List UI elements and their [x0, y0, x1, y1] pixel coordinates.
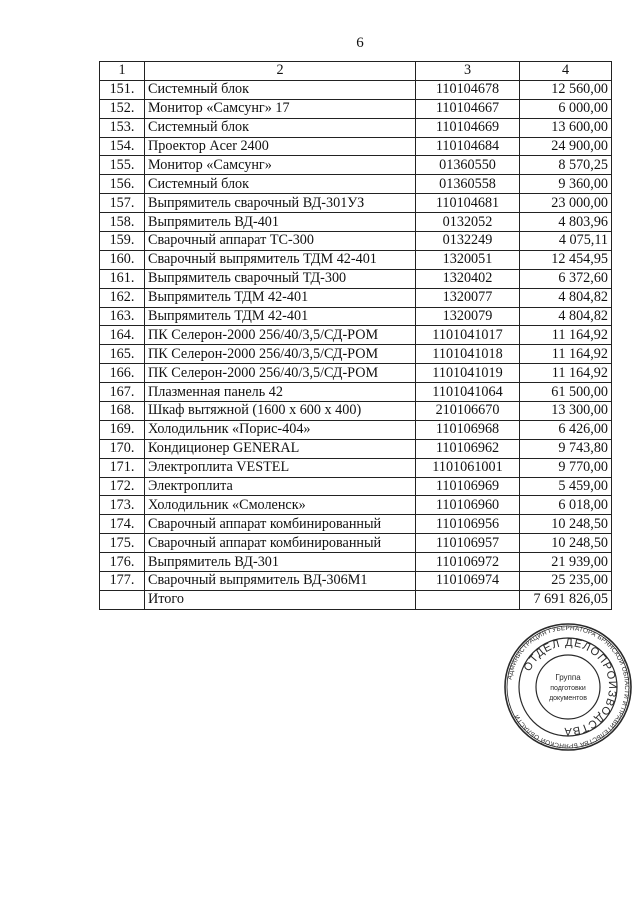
- item-name: Шкаф вытяжной (1600 х 600 х 400): [145, 402, 416, 421]
- item-name: Кондиционер GENERAL: [145, 439, 416, 458]
- item-amount: 12 454,95: [520, 250, 612, 269]
- table-row: [100, 269, 612, 288]
- row-number: 167.: [100, 383, 145, 402]
- inventory-code: 0132249: [416, 232, 520, 251]
- total-label: Итого: [145, 590, 416, 609]
- inventory-code: 110106972: [416, 553, 520, 572]
- stamp-center-line-2: подготовки: [550, 685, 586, 692]
- row-number: 176.: [100, 553, 145, 572]
- item-name: ПК Селерон-2000 256/40/3,5/СД-РОМ: [145, 326, 416, 345]
- item-amount: 4 804,82: [520, 307, 612, 326]
- item-name: Выпрямитель ТДМ 42-401: [145, 307, 416, 326]
- item-amount: 8 570,25: [520, 156, 612, 175]
- item-name: Системный блок: [145, 118, 416, 137]
- table-row: [100, 288, 612, 307]
- row-number: 168.: [100, 402, 145, 421]
- item-name: Системный блок: [145, 175, 416, 194]
- row-number: 160.: [100, 250, 145, 269]
- item-name: Электроплита VESTEL: [145, 458, 416, 477]
- item-amount: 13 600,00: [520, 118, 612, 137]
- row-number: 166.: [100, 364, 145, 383]
- row-number: 165.: [100, 345, 145, 364]
- inventory-code: 01360550: [416, 156, 520, 175]
- total-row: [100, 590, 612, 609]
- item-amount: 10 248,50: [520, 515, 612, 534]
- page-number: 6: [356, 35, 364, 51]
- item-amount: 11 164,92: [520, 326, 612, 345]
- table-row: [100, 345, 612, 364]
- item-amount: 24 900,00: [520, 137, 612, 156]
- row-number: 153.: [100, 118, 145, 137]
- item-name: Сварочный выпрямитель ТДМ 42-401: [145, 250, 416, 269]
- inventory-table: [99, 61, 612, 610]
- row-number: 155.: [100, 156, 145, 175]
- item-name: Выпрямитель ВД-301: [145, 553, 416, 572]
- header-col-2: 2: [145, 62, 416, 81]
- inventory-code: 110106974: [416, 572, 520, 591]
- row-number: 154.: [100, 137, 145, 156]
- inventory-code: 0132052: [416, 213, 520, 232]
- table-row: [100, 364, 612, 383]
- table-row: [100, 439, 612, 458]
- item-name: Электроплита: [145, 477, 416, 496]
- table-row: [100, 213, 612, 232]
- item-amount: 11 164,92: [520, 345, 612, 364]
- item-amount: 6 000,00: [520, 99, 612, 118]
- item-amount: 6 372,60: [520, 269, 612, 288]
- row-number: 151.: [100, 80, 145, 99]
- total-value: 7 691 826,05: [520, 590, 612, 609]
- inventory-code: 1101061001: [416, 458, 520, 477]
- table-row: [100, 477, 612, 496]
- header-col-3: 3: [416, 62, 520, 81]
- item-name: Выпрямитель ТДМ 42-401: [145, 288, 416, 307]
- item-amount: 25 235,00: [520, 572, 612, 591]
- table-row: [100, 232, 612, 251]
- table-row: [100, 80, 612, 99]
- item-amount: 23 000,00: [520, 194, 612, 213]
- table-row: [100, 156, 612, 175]
- inventory-code: 110104684: [416, 137, 520, 156]
- inventory-code: 110104667: [416, 99, 520, 118]
- inventory-code: 110106957: [416, 534, 520, 553]
- inventory-code: 110104678: [416, 80, 520, 99]
- header-col-4: 4: [520, 62, 612, 81]
- table-row: [100, 326, 612, 345]
- header-col-1: 1: [100, 62, 145, 81]
- inventory-code: 1101041064: [416, 383, 520, 402]
- inventory-code: 110106956: [416, 515, 520, 534]
- item-amount: 4 804,82: [520, 288, 612, 307]
- inventory-code: 1101041018: [416, 345, 520, 364]
- item-amount: 9 360,00: [520, 175, 612, 194]
- table-row: [100, 175, 612, 194]
- stamp-outer-text: АДМИНИСТРАЦИЯ ГУБЕРНАТОРА БРЯНСКОЙ ОБЛАСТИ И ПРАВИТЕЛЬСТВА БРЯНСКОЙ ОБЛАСТИ: [506, 624, 631, 750]
- row-number: 162.: [100, 288, 145, 307]
- inventory-code: 1320402: [416, 269, 520, 288]
- table-row: [100, 534, 612, 553]
- row-number: 159.: [100, 232, 145, 251]
- row-number: 174.: [100, 515, 145, 534]
- inventory-code: 01360558: [416, 175, 520, 194]
- inventory-code: 110106960: [416, 496, 520, 515]
- row-number: 164.: [100, 326, 145, 345]
- item-amount: 21 939,00: [520, 553, 612, 572]
- row-number: 172.: [100, 477, 145, 496]
- item-name: Проектор Acer 2400: [145, 137, 416, 156]
- stamp-middle-text: ОТДЕЛ ДЕЛОПРОИЗВОДСТВА: [521, 636, 619, 738]
- item-name: Выпрямитель сварочный ВД-301УЗ: [145, 194, 416, 213]
- item-name: Сварочный аппарат ТС-300: [145, 232, 416, 251]
- item-amount: 6 426,00: [520, 420, 612, 439]
- total-number-cell: [100, 590, 145, 609]
- item-amount: 10 248,50: [520, 534, 612, 553]
- item-name: Холодильник «Порис-404»: [145, 420, 416, 439]
- table-row: [100, 402, 612, 421]
- item-name: Сварочный аппарат комбинированный: [145, 515, 416, 534]
- item-name: Холодильник «Смоленск»: [145, 496, 416, 515]
- row-number: 169.: [100, 420, 145, 439]
- table-row: [100, 515, 612, 534]
- table-row: [100, 458, 612, 477]
- inventory-code: 110106968: [416, 420, 520, 439]
- stamp-center-line-3: документов: [549, 695, 587, 702]
- table-row: [100, 250, 612, 269]
- item-name: Системный блок: [145, 80, 416, 99]
- item-name: Выпрямитель ВД-401: [145, 213, 416, 232]
- table-row: [100, 383, 612, 402]
- table-header-row: [100, 62, 612, 81]
- item-amount: 5 459,00: [520, 477, 612, 496]
- inventory-code: 110104681: [416, 194, 520, 213]
- item-amount: 11 164,92: [520, 364, 612, 383]
- table-row: [100, 194, 612, 213]
- table-row: [100, 99, 612, 118]
- inventory-code: 1101041019: [416, 364, 520, 383]
- table-row: [100, 420, 612, 439]
- department-stamp: [503, 622, 633, 752]
- inventory-code: 210106670: [416, 402, 520, 421]
- row-number: 171.: [100, 458, 145, 477]
- inventory-code: 110104669: [416, 118, 520, 137]
- inventory-code: 1320077: [416, 288, 520, 307]
- row-number: 175.: [100, 534, 145, 553]
- item-amount: 9 770,00: [520, 458, 612, 477]
- item-amount: 4 075,11: [520, 232, 612, 251]
- item-name: Монитор «Самсунг»: [145, 156, 416, 175]
- table-row: [100, 572, 612, 591]
- item-name: Выпрямитель сварочный ТД-300: [145, 269, 416, 288]
- item-amount: 13 300,00: [520, 402, 612, 421]
- table-row: [100, 553, 612, 572]
- row-number: 177.: [100, 572, 145, 591]
- item-amount: 6 018,00: [520, 496, 612, 515]
- inventory-code: 110106962: [416, 439, 520, 458]
- item-name: Монитор «Самсунг» 17: [145, 99, 416, 118]
- item-name: ПК Селерон-2000 256/40/3,5/СД-РОМ: [145, 345, 416, 364]
- inventory-code: 1320051: [416, 250, 520, 269]
- item-name: Плазменная панель 42: [145, 383, 416, 402]
- table-row: [100, 496, 612, 515]
- row-number: 152.: [100, 99, 145, 118]
- inventory-code: 110106969: [416, 477, 520, 496]
- row-number: 157.: [100, 194, 145, 213]
- row-number: 173.: [100, 496, 145, 515]
- row-number: 170.: [100, 439, 145, 458]
- item-amount: 12 560,00: [520, 80, 612, 99]
- item-amount: 9 743,80: [520, 439, 612, 458]
- total-code-cell: [416, 590, 520, 609]
- inventory-code: 1101041017: [416, 326, 520, 345]
- row-number: 156.: [100, 175, 145, 194]
- inventory-code: 1320079: [416, 307, 520, 326]
- item-name: ПК Селерон-2000 256/40/3,5/СД-РОМ: [145, 364, 416, 383]
- item-amount: 4 803,96: [520, 213, 612, 232]
- row-number: 158.: [100, 213, 145, 232]
- stamp-center-line-1: Группа: [555, 673, 581, 682]
- item-name: Сварочный выпрямитель ВД-306М1: [145, 572, 416, 591]
- row-number: 161.: [100, 269, 145, 288]
- item-name: Сварочный аппарат комбинированный: [145, 534, 416, 553]
- table-row: [100, 118, 612, 137]
- table-row: [100, 307, 612, 326]
- item-amount: 61 500,00: [520, 383, 612, 402]
- row-number: 163.: [100, 307, 145, 326]
- table-row: [100, 137, 612, 156]
